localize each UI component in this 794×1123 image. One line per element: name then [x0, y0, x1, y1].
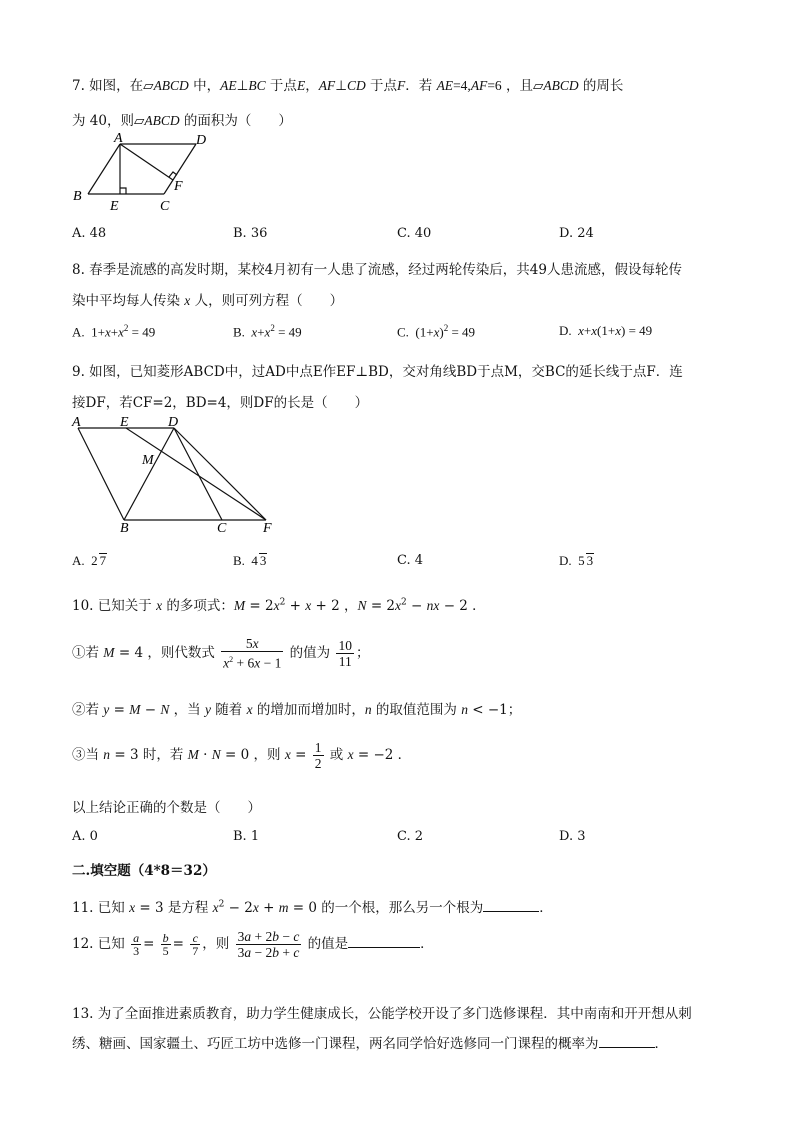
q8-option-c: C. $(1+x)^2 = 49$	[397, 323, 476, 340]
q13-line1: 13. 为了全面推进素质教育，助力学生健康成长，公能学校开设了多门选修课程．其中南南和开开想从刺	[72, 1006, 692, 1022]
q9-rhombus-figure	[66, 414, 286, 538]
q12: 12. 已知 $\frac{a}{3}$ = $\frac{b}{5}$ = $\frac{c}{7}$ ，则 $\frac{3a + 2b - c}{3a - 2b + c}$ 的值是 ．	[72, 929, 434, 960]
q7-label-F: F	[174, 179, 183, 194]
q9-label-M: M	[142, 453, 154, 468]
q7-label-B: B	[73, 189, 82, 204]
q10-option-d: D. 3	[559, 829, 586, 844]
q9-label-E: E	[120, 415, 129, 430]
q7-option-a: A. 48	[72, 226, 107, 241]
q10-statement-1: ①若 M = 4 ，则代数式 $\frac{5x}{x^2 + 6x - 1}$ 的值为 $\frac{10}{11}$ ；	[72, 636, 370, 671]
q9-option-a: A. 2 7	[72, 553, 107, 568]
q9-label-F: F	[263, 521, 272, 536]
q13-line2: 绣、糖画、国家疆土、巧匠工坊中选修一门课程，两名同学恰好选修同一门课程的概率为 ．	[72, 1036, 668, 1052]
q7-option-c: C. 40	[397, 226, 432, 241]
q9-label-A: A	[72, 415, 81, 430]
q7-line2: 为 40，则▱ABCD 的面积为（ ）	[72, 113, 292, 129]
q9-line2: 接DF，若CF=2，BD=4，则DF的长是（ ）	[72, 395, 369, 411]
q9-label-D: D	[168, 415, 179, 430]
section-2-heading: 二.填空题（4*8＝32）	[72, 863, 216, 879]
q7-parallelogram-figure	[70, 132, 230, 214]
q10-stem: 10. 已知关于 x 的多项式：$M = 2x^2 + x + 2$ ，$N = 2x^2$ − nx − 2 ．	[72, 597, 486, 614]
q8-option-a: A. $1+x+x^2 = 49$	[72, 323, 156, 340]
q10-statement-3: ③当 n = 3 时，若 M · N = 0 ，则 x = $\frac{1}{2}$ 或 x = −2 ．	[72, 740, 412, 771]
q9-option-c: C. 4	[397, 553, 424, 568]
q9-label-C: C	[217, 521, 227, 536]
q7-label-D: D	[196, 133, 207, 148]
q10-option-b: B. 1	[233, 829, 260, 844]
q7-label-E: E	[110, 199, 119, 214]
q8-line1: 8. 春季是流感的高发时期，某校4月初有一人患了流感，经过两轮传染后，共49人患流感，假设每轮传	[72, 262, 682, 278]
q8-line2: 染中平均每人传染 x 人，则可列方程（ ）	[72, 293, 344, 309]
q10-statement-2: ②若 y = M − N ，当 y 随着 x 的增加而增加时，n 的取值范围为 n < −1；	[72, 702, 522, 718]
q7-option-d: D. 24	[559, 226, 594, 241]
q7-label-C: C	[160, 199, 170, 214]
q9-line1: 9. 如图，已知菱形ABCD中，过AD中点E作EF⊥BD，交对角线BD于点M，交BC的延长线于点F．连	[72, 364, 683, 380]
q9-option-d: D. 5 3	[559, 553, 594, 568]
q7-label-A: A	[114, 132, 123, 146]
q8-option-d: D. x+x(1+x) = 49	[559, 323, 653, 338]
q9-option-b: B. 4 3	[233, 553, 267, 568]
q10-ask: 以上结论正确的个数是（ ）	[72, 800, 261, 816]
q7-line1: 7. 如图，在▱ABCD 中，AE⊥BC 于点E，AF⊥CD 于点F．若 AE=4,AF=6 ，且▱ABCD 的周长	[72, 78, 624, 94]
q9-label-B: B	[120, 521, 129, 536]
q11: 11. 已知 x = 3 是方程 $x^2 - 2x + m = 0$ 的一个根，那么另一个根为 ．	[72, 899, 553, 916]
q7-option-b: B. 36	[233, 226, 268, 241]
q10-option-c: C. 2	[397, 829, 424, 844]
q8-option-b: B. $x+x^2 = 49$	[233, 323, 302, 340]
q10-option-a: A. 0	[72, 829, 98, 844]
